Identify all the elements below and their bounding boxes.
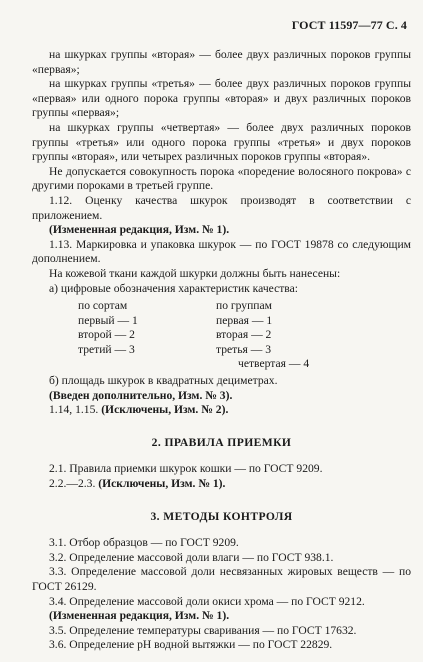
paragraph-3-2: 3.2. Определение массовой доли влаги — по ГОСТ 938.1. (49, 550, 334, 564)
paragraph-2-1: 2.1. Правила приемки шкурок кошки — по ГОСТ 9209. (49, 462, 323, 476)
paragraph-a: а) цифровые обозначения характеристик качества: (49, 281, 298, 295)
amendment-note: (Измененная редакция, Изм. № 1). (49, 223, 230, 237)
page-header: ГОСТ 11597—77 С. 4 (291, 18, 407, 32)
group-codes (216, 299, 411, 372)
paragraph-3-6: 3.6. Определение pH водной вытяжки — по ГОСТ 22829. (49, 638, 333, 652)
paragraph-3-3: 3.3. Определение массовой доли несвязанных жировых веществ — по ГОСТ 26129. (32, 565, 411, 593)
paragraph-1-13: 1.13. Маркировка и упаковка шкурок — по ГОСТ 19878 со следующим дополнением. (32, 237, 411, 266)
paragraph-3-1: 3.1. Отбор образцов — по ГОСТ 9209. (49, 536, 239, 550)
sort-item: первый — 1 (78, 313, 138, 327)
amendment-note: (Исключены, Изм. № 1). (98, 477, 226, 491)
paragraph-1-14 (32, 403, 411, 418)
paragraph-1-12: 1.12. Оценку качества шкурок производят в соответствии с приложением. (32, 193, 411, 222)
sort-codes (32, 299, 216, 372)
group-item: вторая — 2 (216, 328, 272, 342)
paragraph: Не допускается совокупность порока «поредение волосяного покрова» с другими пороками в третьей группе. (32, 164, 411, 193)
paragraph-2-2 (32, 477, 411, 492)
sort-heading: по сортам (78, 299, 128, 313)
amendment-note: (Введен дополнительно, Изм. № 3). (49, 388, 233, 402)
section-heading-3: 3. МЕТОДЫ КОНТРОЛЯ (150, 509, 293, 523)
document-body (32, 48, 411, 653)
paragraph-3-5: 3.5. Определение температуры сваривания — по ГОСТ 17632. (49, 623, 357, 637)
group-item: третья — 3 (216, 342, 272, 356)
paragraph: на шкурках группы «четвертая» — более двух различных пороков группы «третья» или одного порока группы «третья» и двух пороков группы «вторая», или четырех различных пороков группы «вторая». (32, 120, 411, 164)
amendment-note: (Измененная редакция, Изм. № 1). (49, 609, 230, 623)
clause-number: 1.14, 1.15. (49, 403, 99, 417)
quality-codes (32, 299, 411, 372)
group-item: четвертая — 4 (238, 357, 310, 371)
group-item: первая — 1 (216, 313, 273, 327)
sort-item: второй — 2 (78, 328, 135, 342)
paragraph: На кожевой ткани каждой шкурки должны быть нанесены: (49, 266, 341, 280)
paragraph-b: б) площадь шкурок в квадратных дециметрах. (49, 374, 278, 388)
section-heading-2: 2. ПРАВИЛА ПРИЕМКИ (151, 435, 292, 449)
paragraph-3-4: 3.4. Определение массовой доли окиси хрома — по ГОСТ 9212. (49, 594, 365, 608)
group-heading: по группам (216, 299, 272, 313)
sort-item: третий — 3 (78, 342, 135, 356)
paragraph: на шкурках группы «третья» — более двух различных пороков группы «первая» или одного порока группы «вторая» и двух различных пороков группы «первая»; (32, 77, 411, 120)
amendment-note: (Исключены, Изм. № 2). (101, 403, 229, 417)
clause-number: 2.2.—2.3. (49, 477, 96, 491)
paragraph: на шкурках группы «вторая» — более двух различных пороков группы «первая»; (32, 48, 411, 76)
